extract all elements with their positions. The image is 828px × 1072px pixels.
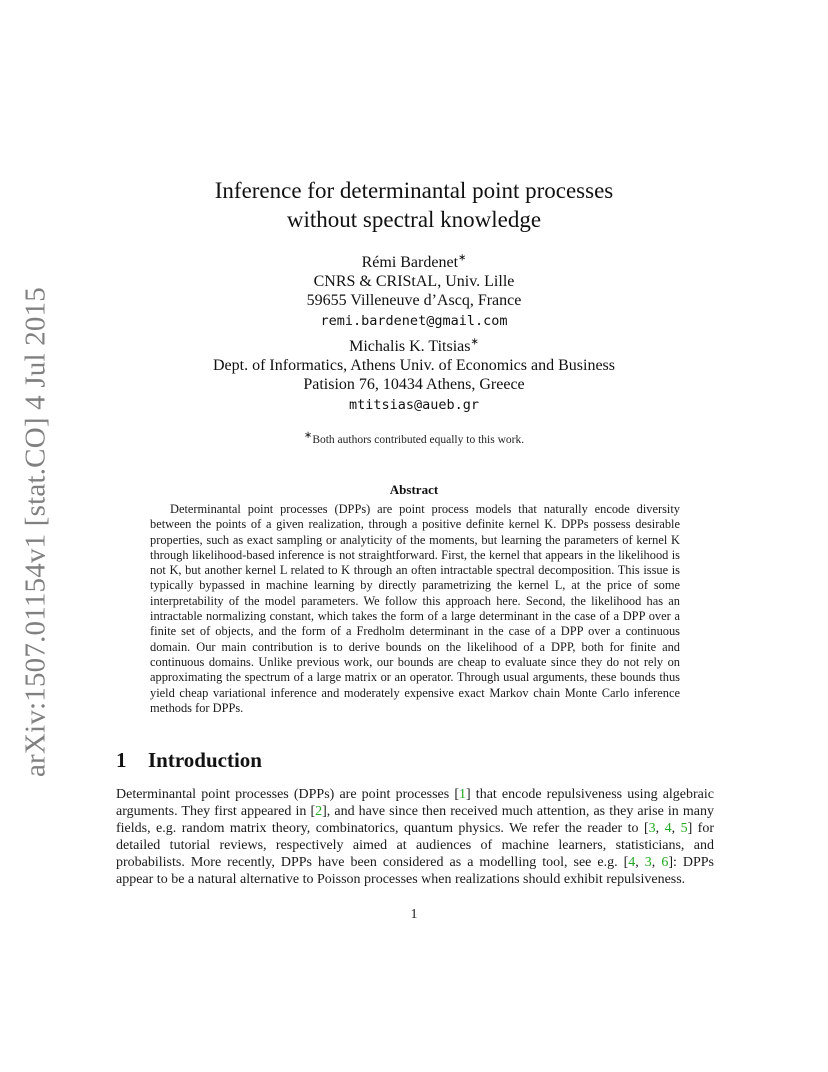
- paper-title-line-1: Inference for determinantal point processes: [214, 178, 614, 203]
- intro-text-part: ], and have since then received much attention, as they arise in many fields, e.g. random matrix theory, combinatorics, quantum physics. We refer the reader to [: [116, 804, 714, 836]
- intro-text-part: ,: [651, 855, 662, 870]
- equal-contribution-footnote: [0, 430, 828, 446]
- author-2-affiliation: Dept. of Informatics, Athens Univ. of Economics and Business: [212, 357, 615, 374]
- author-1-footnote-marker: ∗: [458, 252, 467, 264]
- author-2-address: Patision 76, 10434 Athens, Greece: [303, 376, 525, 393]
- abstract-text: Determinantal point processes (DPPs) are point process models that naturally encode diversity between the points of a given realization, through a positive definite kernel K. DPPs possess desirable properties, such as exact sampling or analyticity of the moments, but learning the parameters of kernel K through likelihood-based inference is not straightforward. First, the kernel that appears in the likelihood is not K, but another kernel L related to K through an often intractable spectral decomposition. This issue is typically bypassed in machine learning by directly parametrizing the kernel L, at the price of some interpretability of the model parameters. We follow this approach here. Second, the likelihood has an intractable normalizing constant, which takes the form of a large determinant in the case of a DPP over a finite set of objects, and the form of a Fredholm determinant in the case of a DPP over a continuous domain. Our main contribution is to derive bounds on the likelihood of a DPP, both for finite and continuous domains. Unlike previous work, our bounds are cheap to evaluate since they do not rely on approximating the spectrum of a large matrix or an operator. Through usual arguments, these bounds thus yield cheap variational inference and moderately expensive exact Markov chain Monte Carlo inference methods for DPPs.: [150, 502, 680, 715]
- footnote-marker: ∗: [303, 430, 313, 442]
- footnote-text: Both authors contributed equally to this work.: [312, 434, 525, 446]
- intro-text-part: [: [454, 787, 460, 802]
- section-heading-introduction: [116, 748, 262, 773]
- author-2-name-line: [0, 338, 828, 356]
- intro-text-part: ] for detailed tutorial reviews, respectively aimed at audiences of machine learners, statisticians, and probabilists. More recently, DPPs have been considered as a modelling tool, see e.g. [: [116, 821, 714, 870]
- citation-link[interactable]: 1: [459, 787, 467, 802]
- intro-text-part: ,: [635, 855, 645, 870]
- citation-link[interactable]: 3: [648, 821, 656, 836]
- intro-text-part: ] that encode repulsiveness using algebraic arguments. They first appeared in [: [116, 787, 714, 819]
- intro-text-part: ]: DPPs appear to be a natural alternative to Poisson processes when realizations should exhibit repulsiveness.: [116, 855, 715, 887]
- author-1-affiliation: CNRS & CRIStAL, Univ. Lille: [313, 273, 515, 290]
- author-1-email: remi.bardenet@gmail.com: [320, 313, 508, 329]
- author-1-address: 59655 Villeneuve d’Ascq, France: [306, 292, 522, 309]
- author-2-footnote-marker: ∗: [470, 336, 479, 348]
- citation-link[interactable]: 4: [628, 855, 636, 870]
- intro-text-part: ,: [671, 821, 681, 836]
- intro-text-part: ,: [655, 821, 665, 836]
- section-number: 1: [116, 748, 127, 772]
- citation-link[interactable]: 3: [644, 855, 652, 870]
- author-1-name-line: [0, 254, 828, 272]
- citation-link[interactable]: 5: [680, 821, 688, 836]
- author-2-email: mtitsias@aueb.gr: [348, 397, 480, 413]
- citation-link[interactable]: 2: [315, 804, 323, 819]
- section-title: Introduction: [148, 748, 262, 772]
- intro-text-part: Determinantal point processes (DPPs) are point processes: [116, 787, 455, 802]
- arxiv-stamp-text: arXiv:1507.01154v1 [stat.CO] 4 Jul 2015: [19, 286, 52, 778]
- abstract-heading: Abstract: [389, 482, 439, 497]
- page-number: 1: [410, 907, 418, 922]
- introduction-paragraph: [116, 786, 714, 888]
- paper-title-line-2: without spectral knowledge: [286, 207, 542, 232]
- author-1-name: Rémi Bardenet: [361, 254, 459, 271]
- author-2-name: Michalis K. Titsias: [349, 338, 471, 355]
- citation-link[interactable]: 4: [664, 821, 672, 836]
- citation-link[interactable]: 6: [661, 855, 669, 870]
